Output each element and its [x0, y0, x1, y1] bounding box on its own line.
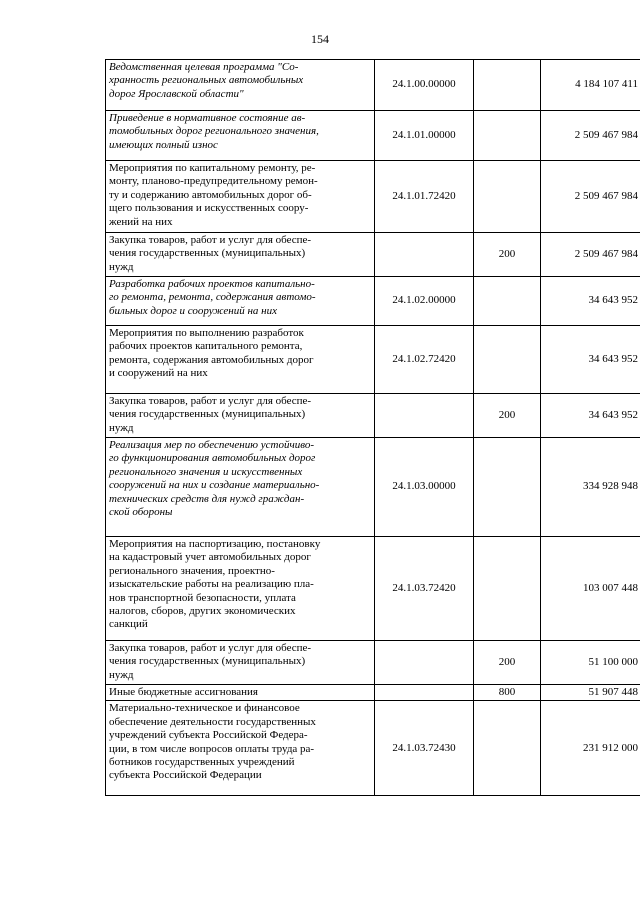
- row-amount-cell: 2 509 467 984: [541, 161, 640, 233]
- table-row: [106, 438, 640, 537]
- row-name-cell: Мероприятия по капитальному ремонту, ре- монту, планово-предупредительному ремон- ту и содержанию автомобильных дорог об- щего пользования и искусственных соору- жений на них: [106, 161, 375, 233]
- row-amount-cell: 34 643 952: [541, 326, 640, 394]
- row-expense-type-cell: [474, 277, 541, 326]
- row-code-cell: 24.1.01.00000: [375, 111, 474, 161]
- table-row: [106, 701, 640, 796]
- row-expense-type-cell: 200: [474, 394, 541, 438]
- row-name-cell: Материально-техническое и финансовое обеспечение деятельности государственных учреждений субъекта Российской Федера- ции, в том числе вопросов оплаты труда ра- ботников государственных учреждений субъекта Российской Федерации: [106, 701, 375, 796]
- row-name-cell: Мероприятия по выполнению разработок рабочих проектов капитального ремонта, ремонта, содержания автомобильных дорог и сооружений на них: [106, 326, 375, 394]
- row-amount-cell: 334 928 948: [541, 438, 640, 537]
- row-expense-type-cell: [474, 60, 541, 111]
- row-amount-cell: 34 643 952: [541, 277, 640, 326]
- row-code-cell: [375, 685, 474, 701]
- row-amount-cell: 34 643 952: [541, 394, 640, 438]
- row-amount-cell: 231 912 000: [541, 701, 640, 796]
- row-amount-cell: 2 509 467 984: [541, 111, 640, 161]
- row-name-cell: Разработка рабочих проектов капитально- го ремонта, ремонта, содержания автомо- бильных дорог и сооружений на них: [106, 277, 375, 326]
- row-name-cell: Закупка товаров, работ и услуг для обеспе- чения государственных (муниципальных) нужд: [106, 641, 375, 685]
- row-expense-type-cell: 200: [474, 233, 541, 277]
- row-name-cell: Реализация мер по обеспечению устойчиво- го функционирования автомобильных дорог регионального значения и искусственных сооружений на них и создание материально- технических средств для нужд граждан- ской обороны: [106, 438, 375, 537]
- table-row: [106, 161, 640, 233]
- row-name-cell: Иные бюджетные ассигнования: [106, 685, 375, 701]
- row-code-cell: 24.1.03.72430: [375, 701, 474, 796]
- row-name-cell: Закупка товаров, работ и услуг для обеспе- чения государственных (муниципальных) нужд: [106, 394, 375, 438]
- row-expense-type-cell: [474, 326, 541, 394]
- row-code-cell: [375, 233, 474, 277]
- page-number: 154: [311, 32, 329, 46]
- row-name-cell: Мероприятия на паспортизацию, постановку на кадастровый учет автомобильных дорог регионального значения, проектно- изыскательские работы на реализацию пла- нов транспортной безопасности, уплата налогов, сборов, других экономических санкций: [106, 537, 375, 641]
- row-code-cell: 24.1.02.00000: [375, 277, 474, 326]
- budget-table: [105, 59, 640, 796]
- table-row: [106, 111, 640, 161]
- row-amount-cell: 4 184 107 411: [541, 60, 640, 111]
- row-code-cell: 24.1.01.72420: [375, 161, 474, 233]
- row-name-cell: Закупка товаров, работ и услуг для обеспе- чения государственных (муниципальных) нужд: [106, 233, 375, 277]
- row-amount-cell: 51 100 000: [541, 641, 640, 685]
- budget-table-body: [106, 60, 640, 796]
- table-row: [106, 641, 640, 685]
- row-code-cell: [375, 641, 474, 685]
- table-row: [106, 394, 640, 438]
- row-expense-type-cell: [474, 438, 541, 537]
- row-expense-type-cell: [474, 161, 541, 233]
- row-code-cell: 24.1.00.00000: [375, 60, 474, 111]
- row-amount-cell: 2 509 467 984: [541, 233, 640, 277]
- row-code-cell: 24.1.03.72420: [375, 537, 474, 641]
- row-expense-type-cell: [474, 111, 541, 161]
- row-name-cell: Приведение в нормативное состояние ав- томобильных дорог регионального значения, имеющих полный износ: [106, 111, 375, 161]
- row-expense-type-cell: 800: [474, 685, 541, 701]
- row-expense-type-cell: [474, 537, 541, 641]
- table-row: [106, 685, 640, 701]
- table-row: [106, 60, 640, 111]
- table-row: [106, 326, 640, 394]
- row-code-cell: [375, 394, 474, 438]
- row-code-cell: 24.1.03.00000: [375, 438, 474, 537]
- row-expense-type-cell: [474, 701, 541, 796]
- row-name-cell: Ведомственная целевая программа "Со- хранность региональных автомобильных дорог Ярославской области": [106, 60, 375, 111]
- table-row: [106, 277, 640, 326]
- row-amount-cell: 51 907 448: [541, 685, 640, 701]
- row-code-cell: 24.1.02.72420: [375, 326, 474, 394]
- row-expense-type-cell: 200: [474, 641, 541, 685]
- row-amount-cell: 103 007 448: [541, 537, 640, 641]
- table-row: [106, 233, 640, 277]
- table-row: [106, 537, 640, 641]
